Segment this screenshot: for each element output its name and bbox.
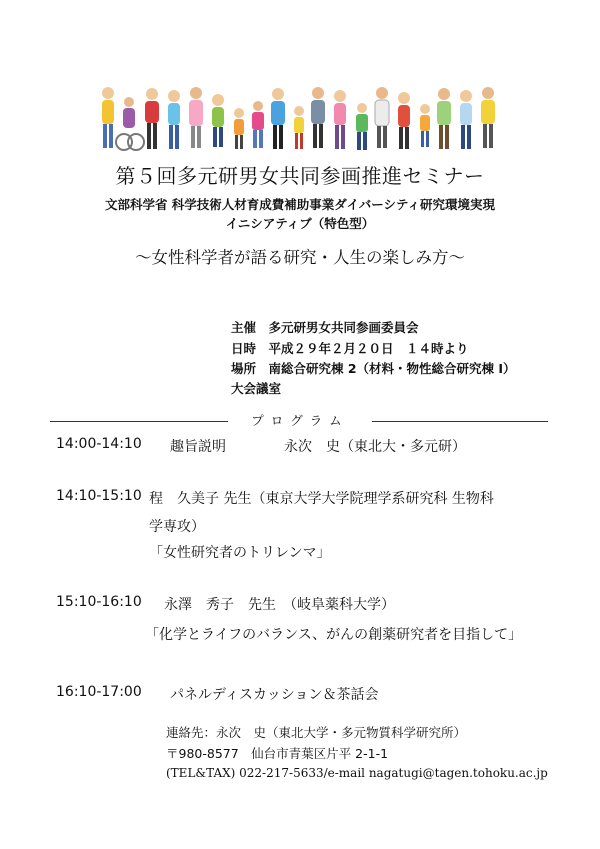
- program-time-4: 16:10-17:00: [56, 684, 142, 700]
- venue-room: 大会議室: [231, 381, 282, 396]
- program-time-2: 14:10-15:10: [56, 488, 142, 504]
- contact-person: 連絡先：永次 史（東北大学・多元物質科学研究所）: [166, 725, 467, 740]
- datetime: 日時 平成２９年２月２０日 １４時より: [231, 341, 469, 356]
- program-talk-3: 「化学とライフのバランス、がんの創薬研究者を目指して」: [145, 627, 523, 643]
- seminar-tagline: 〜女性科学者が語る研究・人生の楽しみ方〜: [135, 248, 465, 267]
- sponsor-line: 文部科学省 科学技術人材育成費補助事業ダイバーシティ研究環境実現: [104, 197, 496, 212]
- program-heading: プログラム: [251, 413, 349, 428]
- contact-address: 〒980-8577 仙台市青葉区片平 2-1-1: [166, 746, 389, 761]
- program-time-1: 14:00-14:10: [56, 436, 142, 452]
- venue: 場所 南総合研究棟 2（材料・物性総合研究棟 I）: [231, 361, 516, 376]
- program-speaker-2: 程 久美子 先生（東京大学大学院理学系研究科 生物科: [149, 491, 494, 507]
- people-illustration: [92, 86, 512, 152]
- program-time-3: 15:10-16:10: [56, 594, 142, 610]
- program-affiliation-1: 永次 史（東北大・多元研）: [284, 439, 466, 455]
- program-talk-2: 「女性研究者のトリレンマ」: [149, 545, 331, 561]
- program-speaker-2-cont: 学専攻）: [149, 519, 205, 535]
- people-row: [102, 87, 495, 150]
- divider-right: [372, 421, 548, 422]
- seminar-title: 第５回多元研男女共同参画推進セミナー: [115, 164, 485, 188]
- contact-phone-email: (TEL&TAX) 022-217-5633/e-mail nagatugi@tagen.tohoku.ac.jp: [166, 766, 548, 780]
- initiative-line: イニシアティブ（特色型）: [225, 216, 375, 231]
- program-speaker-1: 趣旨説明: [170, 439, 226, 455]
- program-speaker-3: 永澤 秀子 先生 （岐阜薬科大学）: [164, 597, 395, 613]
- organizer: 主催 多元研男女共同参画委員会: [231, 320, 419, 335]
- program-speaker-4: パネルディスカッション＆茶話会: [170, 687, 379, 703]
